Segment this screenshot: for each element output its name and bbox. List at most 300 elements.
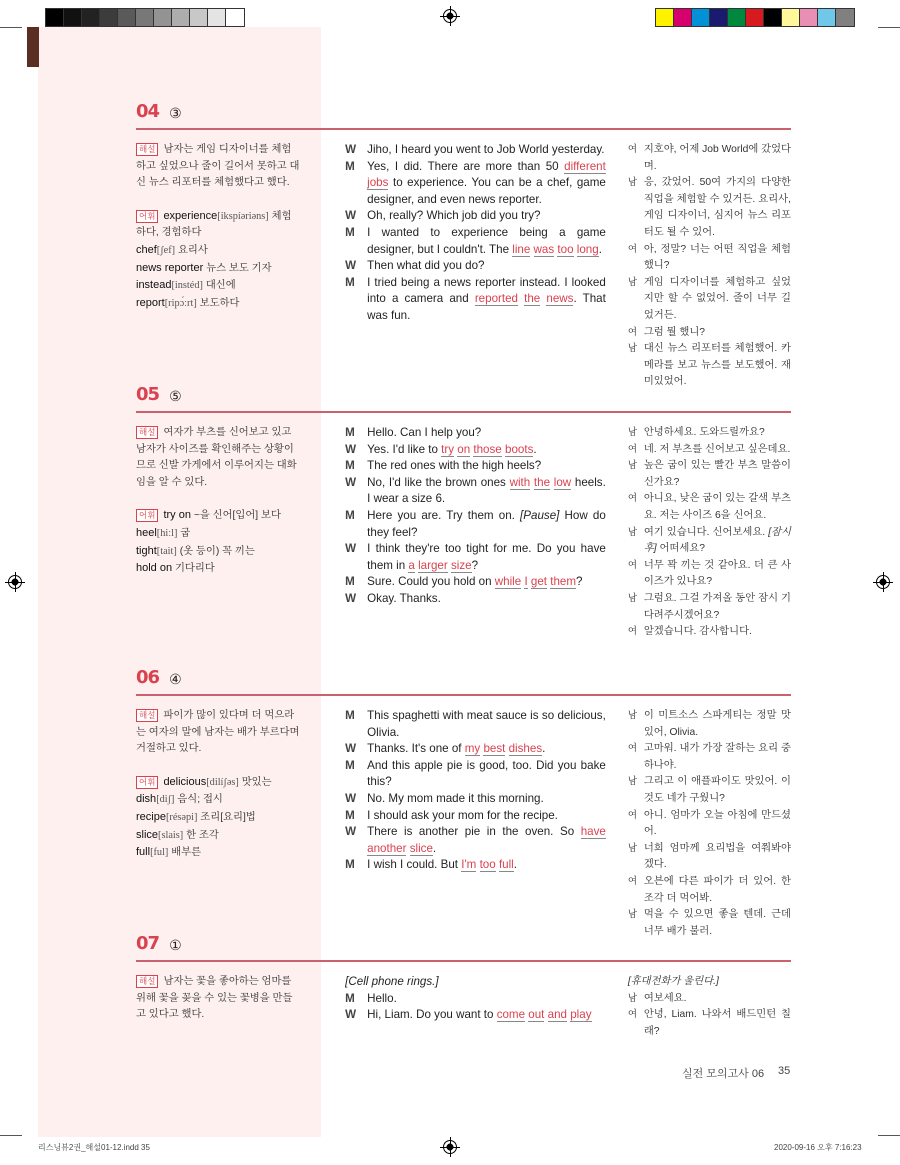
translation-text: 오븐에 다른 파이가 더 있어. 한 조각 더 먹어봐. [643, 875, 791, 904]
dialog-line [345, 741, 606, 758]
vocab-meaning: 굽 [180, 527, 191, 539]
dialog-line [345, 591, 606, 608]
speaker-label: 남 [627, 343, 638, 355]
dialog-column [345, 425, 606, 641]
answer-blank-word: on [457, 442, 471, 456]
answer-blank-word: jobs [367, 176, 389, 190]
vocab-item [136, 543, 300, 561]
dialog-line [345, 508, 606, 541]
speaker-label: 여 [627, 743, 638, 755]
answer-blank-word: larger [418, 558, 448, 572]
speaker-label: M [345, 758, 355, 772]
translation-text: 그럼요. 그걸 가져올 동안 잠시 기다려주시겠어요? [643, 592, 791, 621]
dialog-text: The red ones with the high heels? [367, 459, 542, 473]
vocab-meaning: 배부른 [171, 847, 202, 859]
book-section-title: 실전 모의고사 06 [682, 1068, 765, 1080]
vocab-item [136, 242, 300, 260]
speaker-label: 남 [627, 592, 638, 604]
dialog-line [345, 258, 606, 275]
translation-text: 그리고 이 애플파이도 맛있어. 이것도 네가 구웠니? [643, 776, 791, 804]
vocab-meaning: 맛있는 [241, 776, 272, 788]
answer-blank-word: out [528, 1008, 545, 1022]
answer-blank-word: was [533, 242, 555, 256]
speaker-label: 여 [627, 326, 638, 338]
speaker-label: W [345, 475, 357, 489]
answer-blank-word: boots [505, 442, 534, 456]
answer-choice: ③ [169, 105, 182, 121]
vocab-word: full [136, 846, 151, 859]
translation-line [628, 425, 791, 442]
color-swatch [656, 9, 674, 26]
vocab-item [136, 809, 300, 827]
color-swatch [118, 9, 136, 26]
dialog-text: Oh, really? Which job did you try? [367, 209, 541, 223]
color-swatch [154, 9, 172, 26]
speaker-label: 남 [627, 427, 638, 438]
vocab-tag: 어휘 [136, 210, 158, 223]
question-number: 05 [136, 384, 160, 405]
vocab-meaning: 기다리다 [174, 563, 215, 575]
speaker-label: M [345, 858, 355, 872]
color-swatch [208, 9, 226, 26]
translation-line [628, 491, 791, 524]
answer-blank-word: too [557, 242, 574, 256]
speaker-label: W [345, 791, 357, 805]
answer-blank-word: the [533, 475, 551, 489]
speaker-label: M [345, 991, 355, 1005]
vocab-pronunciation: [ʃef] [156, 244, 176, 256]
translation-text: 너무 꽉 끼는 것 같아요. 더 큰 사이즈가 있나요? [643, 559, 791, 588]
vocab-item [136, 277, 300, 295]
translation-line [628, 175, 791, 241]
answer-blank-word: dishes [508, 742, 543, 756]
vocab-pronunciation: [diʃ] [156, 794, 175, 806]
color-swatch [800, 9, 818, 26]
dialog-text: I think they're too tight for me. Do you have them in a larger size? [367, 542, 606, 572]
explanation-text: 해설 남자는 꽃을 좋아하는 엄마를 위해 꽃을 꽂을 수 있는 꽃병을 만들고 있다고 했다. [136, 976, 293, 1021]
explanation-tag: 해설 [136, 143, 158, 156]
speaker-label: M [345, 459, 355, 473]
translation-text: 대신 뉴스 리포터를 체험했어. 카메라를 보고 뉴스를 보도했어. 재미있었어. [643, 343, 791, 388]
translation-line [628, 142, 791, 175]
dialog-text: There is another pie in the oven. So have another slice. [367, 825, 606, 855]
answer-choice: ① [169, 937, 182, 953]
registration-mark-icon [876, 575, 890, 589]
dialog-line [345, 142, 606, 159]
translation-line [628, 275, 791, 325]
question-number: 04 [136, 101, 160, 122]
registration-mark-icon [443, 1140, 457, 1154]
speaker-label: 남 [627, 710, 638, 721]
speaker-label: 여 [627, 559, 638, 571]
translation-line [628, 741, 791, 774]
color-swatch [692, 9, 710, 26]
answer-blank-word: my [464, 742, 481, 756]
section-columns [136, 974, 791, 1040]
dialog-line [345, 225, 606, 258]
vocab-item [136, 295, 300, 313]
vocab-word: report [136, 296, 165, 309]
explanation-tag: 해설 [136, 426, 158, 439]
vocab-meaning: 체험하다, 경험하다 [136, 210, 292, 239]
section-header [136, 933, 791, 962]
dialog-text: Yes, I did. There are more than 50 different jobs to experience. You can be a chef, game designer, and even news reporter. [367, 159, 606, 206]
explanation-column [136, 425, 300, 641]
color-swatch [674, 9, 692, 26]
dialog-line [345, 475, 606, 508]
vocab-pronunciation: [slais] [158, 829, 184, 841]
translation-text: 네. 저 부츠를 신어보고 싶은데요. [643, 443, 791, 455]
dialog-text: Okay. Thanks. [367, 591, 441, 605]
answer-blank-word: with [509, 475, 531, 489]
speaker-label: M [345, 275, 355, 289]
dialog-text: Jiho, I heard you went to Job World yesterday. [367, 143, 605, 156]
translation-text: 먹을 수 있으면 좋을 텐데. 근데 너무 배가 불러. [643, 909, 791, 937]
translation-line [628, 442, 791, 459]
dialog-line [345, 574, 606, 591]
explanation-tag: 해설 [136, 709, 158, 722]
dialog-line [345, 708, 606, 741]
answer-blank-word: news [546, 292, 574, 306]
question-07 [136, 933, 791, 1040]
dialog-text: No. My mom made it this morning. [367, 791, 544, 805]
vocab-item [136, 507, 300, 525]
color-swatch [64, 9, 82, 26]
answer-choice: ⑤ [169, 388, 182, 404]
dialog-text: No, I'd like the brown ones with the low heels. I wear a size 6. [367, 475, 606, 506]
color-swatch [782, 9, 800, 26]
vocab-meaning: 요리사 [177, 244, 208, 256]
translation-line [628, 774, 791, 807]
vocab-word: hold on [136, 562, 173, 575]
speaker-label: W [345, 1008, 357, 1022]
answer-blank-word: while [494, 575, 522, 589]
translation-text: 아, 정말? 너는 어떤 직업을 체험했니? [643, 243, 791, 272]
section-header [136, 667, 791, 696]
vocab-item [136, 560, 300, 578]
answer-blank-word: a [408, 558, 415, 572]
vocab-word: experience [163, 209, 218, 222]
translation-text: 여기 있습니다. 신어보세요. [잠시 후] 어떠세요? [643, 526, 791, 555]
vocab-word: recipe [136, 810, 166, 823]
speaker-label: W [345, 442, 357, 456]
dialog-column [345, 142, 606, 391]
vocab-pronunciation: [dilíʃəs] [206, 776, 239, 788]
translation-line [628, 841, 791, 874]
speaker-label: W [345, 259, 357, 273]
dialog-text: I should ask your mom for the recipe. [367, 808, 558, 822]
dialog-text: Then what did you do? [367, 259, 485, 273]
answer-blank-word: too [479, 858, 496, 872]
translation-text: 게임 디자이너를 체험하고 싶었지만 할 수 없었어. 줄이 너무 길었거든. [643, 276, 791, 321]
translation-text [628, 974, 791, 991]
answer-blank-word: try [441, 442, 455, 456]
vocab-word: heel [136, 526, 157, 539]
speaker-label: M [345, 575, 355, 589]
vocab-meaning: 한 조각 [186, 829, 219, 841]
translation-column [628, 425, 791, 641]
translation-text: 응, 갔었어. 50여 가지의 다양한 직업을 체험할 수 있거든. 요리사, 게임 디자이너, 심지어 뉴스 리포터도 될 수 있어. [643, 177, 791, 238]
color-swatch [764, 9, 782, 26]
color-swatch [190, 9, 208, 26]
dialog-text: Hello. Can I help you? [367, 426, 482, 439]
vocab-item [136, 208, 300, 242]
translation-line [628, 242, 791, 275]
stage-direction: [잠시 후] [643, 526, 791, 555]
answer-blank-word: have [580, 825, 606, 839]
vocab-item [136, 774, 300, 792]
speaker-label: W [345, 209, 357, 223]
dialog-text: I tried being a news reporter instead. I looked into a camera and reported the news. That was fun. [367, 275, 606, 322]
speaker-label: W [345, 542, 357, 556]
dialog-text: Yes. I'd like to try on those boots. [367, 442, 537, 456]
question-number: 07 [136, 933, 160, 954]
vocab-meaning: (옷 등이) 꼭 끼는 [179, 545, 255, 557]
vocab-pronunciation: [résəpi] [165, 811, 198, 823]
speaker-label: 여 [627, 243, 638, 255]
dialog-line [345, 442, 606, 459]
dialog-column [345, 708, 606, 940]
color-swatch [836, 9, 854, 26]
speaker-label: 여 [627, 626, 638, 638]
color-swatch [226, 9, 244, 26]
explanation-text: 해설 남자는 게임 디자이너를 체험하고 싶었으나 줄이 길어서 못하고 대신 뉴스 리포터를 체험했다고 했다. [136, 144, 300, 189]
speaker-label: 여 [627, 1009, 638, 1021]
translation-text: 아니. 엄마가 오늘 아침에 만드셨어. [643, 809, 791, 838]
speaker-label: M [345, 225, 355, 239]
dialog-line [345, 275, 606, 325]
answer-blank-word: full [498, 858, 514, 872]
translation-line [628, 974, 791, 991]
vocab-item [136, 525, 300, 543]
answer-blank-word: them [550, 575, 577, 589]
crop-mark [878, 1135, 900, 1136]
color-swatch [728, 9, 746, 26]
vocab-pronunciation: [ripɔ́ːrt] [164, 297, 197, 309]
speaker-label: M [345, 426, 355, 439]
translation-line [628, 991, 791, 1008]
speaker-label: M [345, 808, 355, 822]
spine-tab [27, 27, 39, 67]
translation-column [628, 708, 791, 940]
speaker-label: 여 [627, 493, 638, 505]
speaker-label: 남 [627, 526, 638, 538]
answer-blank-word: play [570, 1008, 592, 1022]
stage-direction: [Cell phone rings.] [345, 975, 439, 988]
vocab-word: dish [136, 793, 157, 806]
translation-line [628, 341, 791, 391]
dialog-line [345, 808, 606, 825]
translation-text: 안녕, Liam. 나와서 배드민턴 칠래? [643, 1009, 791, 1037]
dialog-line [345, 425, 606, 442]
dialog-line [345, 824, 606, 857]
speaker-label: 여 [627, 875, 638, 887]
translation-text: 너희 엄마께 요리법을 여쭤봐야겠다. [643, 842, 791, 871]
section-header [136, 384, 791, 413]
dialog-text: This spaghetti with meat sauce is so delicious, Olivia. [367, 709, 606, 739]
answer-blank-word: slice [409, 841, 433, 855]
dialog-text: Hi, Liam. Do you want to come out and play [367, 1008, 592, 1022]
section-header [136, 101, 791, 130]
speaker-label: W [345, 825, 357, 839]
vocab-item [136, 791, 300, 809]
speaker-label: 남 [627, 992, 638, 1004]
dialog-line [345, 991, 606, 1008]
dialog-line [345, 857, 606, 874]
vocab-word: try on [163, 509, 191, 522]
vocab-meaning: ~을 신어[입어] 보다 [193, 510, 281, 522]
registration-mark-icon [443, 9, 457, 23]
speaker-label: 남 [627, 776, 638, 788]
dialog-line [345, 974, 606, 991]
dialog-text: Thanks. It's one of my best dishes. [367, 742, 546, 756]
dialog-column [345, 974, 606, 1040]
answer-blank-word: come [496, 1008, 526, 1022]
translation-line [628, 525, 791, 558]
dialog-text: I wish I could. But I'm too full. [367, 858, 517, 872]
dialog-line [345, 758, 606, 791]
translation-line [628, 325, 791, 342]
vocab-item [136, 260, 300, 278]
answer-blank-word: different [564, 159, 606, 173]
dialog-line [345, 791, 606, 808]
translation-text: 지호야, 어제 Job World에 갔었다며. [643, 144, 791, 172]
answer-blank-word: low [553, 475, 572, 489]
question-05 [136, 384, 791, 641]
dialog-line [345, 208, 606, 225]
translation-text: 아니요, 낮은 굽이 있는 갈색 부츠요. 저는 사이즈 6을 신어요. [643, 493, 791, 521]
answer-blank-word: get [530, 575, 548, 589]
answer-blank-word: another [367, 841, 407, 855]
color-swatch [136, 9, 154, 26]
speaker-label: M [345, 508, 355, 522]
vocab-item [136, 844, 300, 862]
vocab-item [136, 827, 300, 845]
speaker-label: 여 [627, 144, 638, 155]
vocab-meaning: 조리[요리]법 [200, 811, 256, 823]
translation-line [628, 591, 791, 624]
dialog-line [345, 541, 606, 574]
dialog-line [345, 458, 606, 475]
section-columns [136, 142, 791, 391]
speaker-label: 남 [627, 276, 638, 288]
translation-text: 고마워. 내가 가장 잘하는 요리 중 하나야. [643, 743, 791, 771]
vocab-pronunciation: [ful] [150, 847, 169, 859]
vocab-pronunciation: [hiːl] [156, 527, 178, 539]
explanation-column [136, 708, 300, 940]
explanation-text: 해설 여자가 부츠를 신어보고 있고 남자가 사이즈를 확인해주는 상황이므로 신발 가게에서 이루어지는 대화임을 알 수 있다. [136, 427, 297, 488]
speaker-label: 남 [627, 909, 638, 921]
vocab-word: instead [136, 279, 172, 292]
vocab-meaning: 대신에 [205, 280, 236, 292]
dialog-text: And this apple pie is good, too. Did you bake this? [367, 758, 606, 789]
color-swatch [100, 9, 118, 26]
vocab-tag: 어휘 [136, 776, 158, 789]
vocab-pronunciation: [tait] [156, 545, 177, 557]
answer-blank-word: size [450, 558, 472, 572]
translation-line [628, 1007, 791, 1040]
translation-text: 여보세요. [643, 992, 687, 1004]
section-columns [136, 708, 791, 940]
color-swatch [818, 9, 836, 26]
dialog-line [345, 1007, 606, 1024]
translation-line [628, 458, 791, 491]
speaker-label: M [345, 709, 355, 722]
crop-mark [0, 27, 22, 28]
registration-mark-icon [8, 575, 22, 589]
vocab-list [136, 774, 300, 862]
dialog-line [345, 159, 606, 209]
answer-blank-word: the [524, 292, 541, 306]
translation-line [628, 624, 791, 641]
answer-blank-word: best [483, 742, 506, 756]
color-swatch [746, 9, 764, 26]
translation-text: 그럼 뭘 했니? [643, 326, 706, 338]
vocab-word: news reporter [136, 261, 204, 274]
speaker-label: 여 [627, 809, 638, 821]
explanation-column [136, 974, 300, 1040]
vocab-list [136, 208, 300, 313]
vocab-meaning: 보도하다 [199, 297, 240, 309]
vocab-word: chef [136, 243, 157, 256]
translation-line [628, 808, 791, 841]
translation-line [628, 708, 791, 741]
translation-text: 안녕하세요. 도와드릴까요? [643, 427, 765, 438]
speaker-label: W [345, 742, 357, 756]
vocab-pronunciation: [instéd] [171, 280, 203, 292]
speaker-label: 남 [627, 842, 638, 854]
answer-blank-word: line [512, 242, 531, 256]
page-number: 35 [778, 1065, 791, 1077]
slug-timestamp: 2020-09-16 오후 7:16:23 [774, 1143, 862, 1152]
question-number: 06 [136, 667, 160, 688]
answer-choice: ④ [169, 671, 182, 687]
color-swatch [172, 9, 190, 26]
answer-blank-word: reported [474, 292, 518, 306]
dialog-text: I wanted to experience being a game designer, but I couldn't. The line was too long. [367, 225, 606, 256]
explanation-text: 해설 파이가 많이 있다며 더 먹으라는 여자의 말에 남자는 배가 부르다며 거절하고 있다. [136, 710, 300, 755]
color-swatch [82, 9, 100, 26]
vocab-word: delicious [163, 775, 207, 788]
translation-line [628, 874, 791, 907]
answer-blank-word: long [576, 242, 599, 256]
dialog-text [345, 974, 606, 991]
slug-filename: 리스닝뷰2권_해설01-12.indd 35 [38, 1143, 150, 1152]
translation-text: 이 미트소스 스파게티는 정말 맛있어, Olivia. [643, 710, 791, 738]
speaker-label: 남 [627, 460, 638, 472]
question-06 [136, 667, 791, 940]
stage-direction: [휴대전화가 울린다.] [627, 976, 719, 987]
color-swatch [46, 9, 64, 26]
vocab-pronunciation: [ikspíəriəns] [217, 210, 269, 222]
translation-column [628, 142, 791, 391]
translation-line [628, 558, 791, 591]
vocab-meaning: 음식; 접시 [177, 794, 223, 806]
speaker-label: M [345, 159, 355, 173]
translation-column [628, 974, 791, 1040]
explanation-column [136, 142, 300, 391]
speaker-label: 남 [627, 177, 638, 189]
answer-blank-word: I'm [461, 858, 477, 872]
gray-color-bar [45, 8, 245, 27]
speaker-label: 여 [627, 443, 638, 455]
translation-text: 높은 굽이 있는 빨간 부츠 말씀이신가요? [643, 460, 791, 488]
answer-blank-word: and [547, 1008, 567, 1022]
vocab-word: tight [136, 544, 157, 557]
speaker-label: W [345, 591, 357, 605]
question-04 [136, 101, 791, 391]
section-columns [136, 425, 791, 641]
